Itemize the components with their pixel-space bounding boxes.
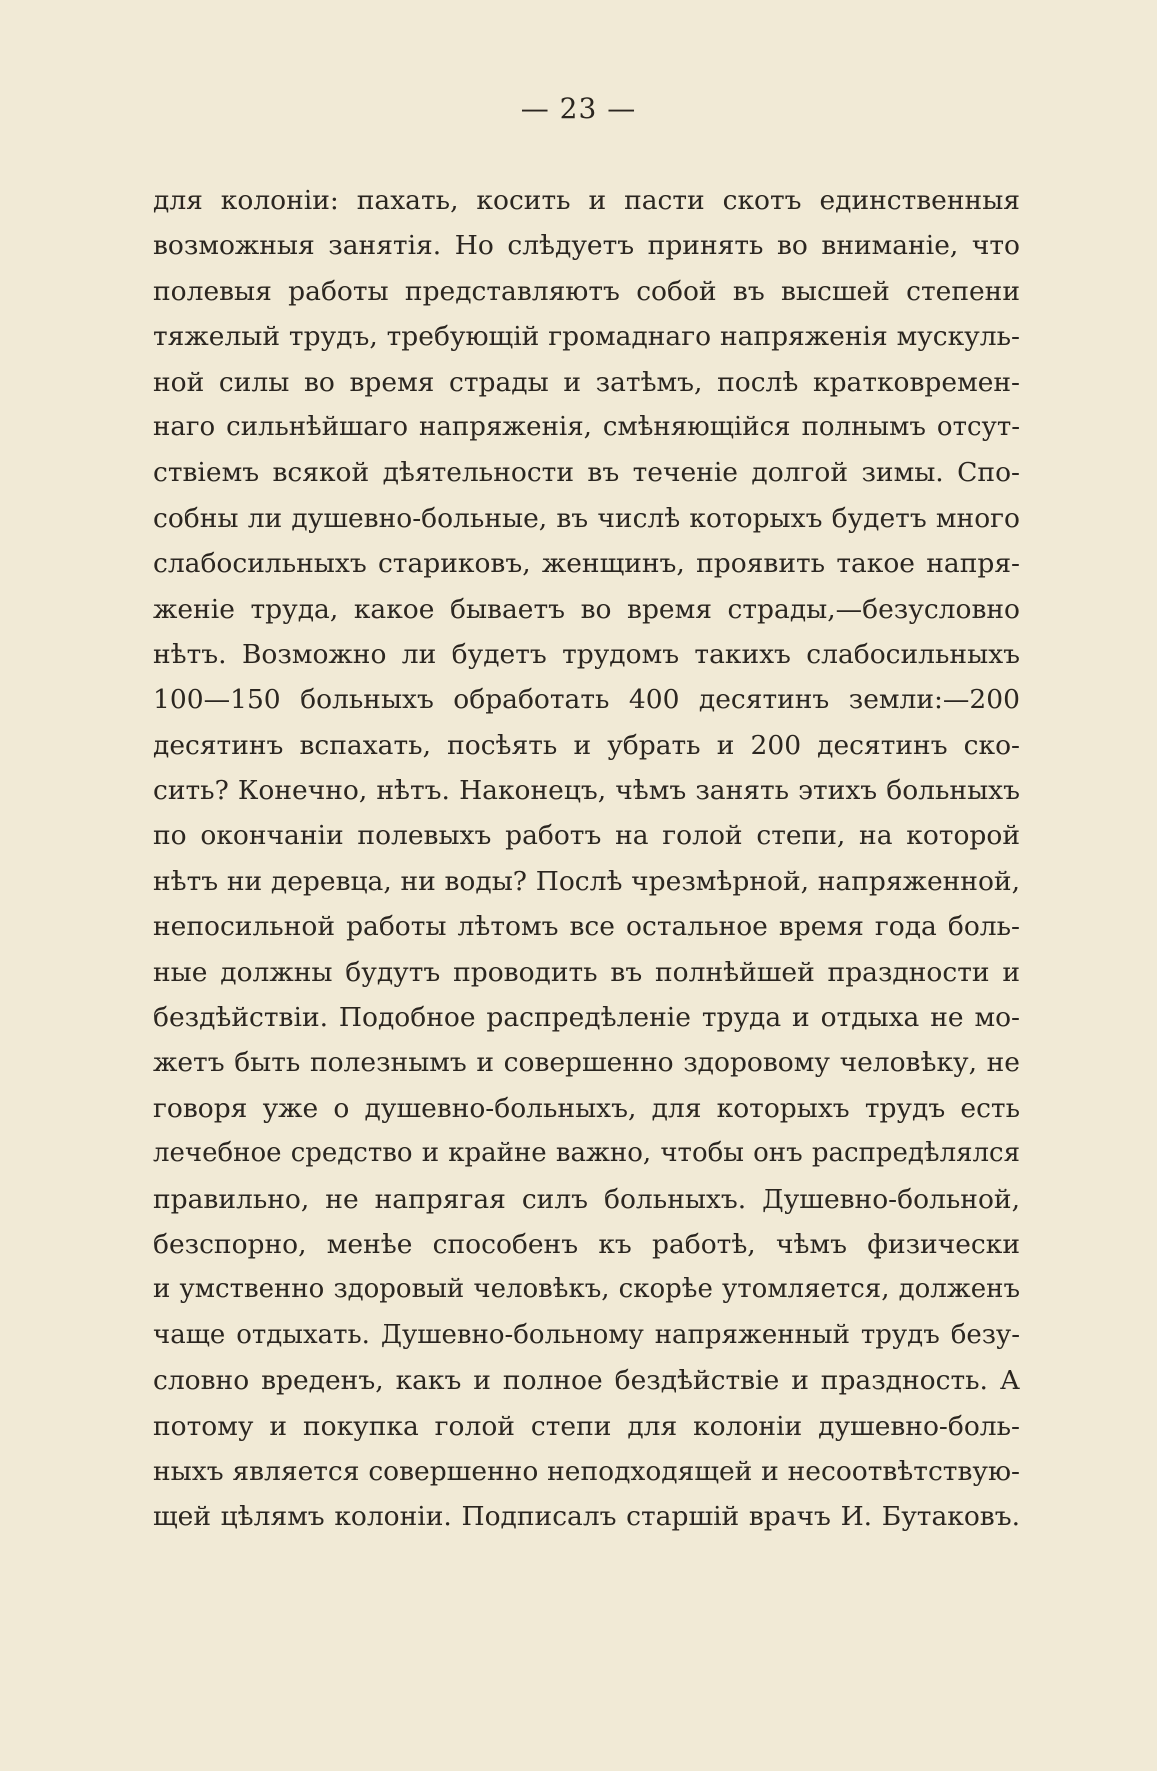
text-line: нѣтъ. Возможно ли будетъ трудомъ такихъ слабосильныхъ <box>153 638 1020 670</box>
text-line: полевыя работы представляютъ собой въ высшей степени <box>153 275 1020 307</box>
text-line: слабосильныхъ стариковъ, женщинъ, проявить такое напря- <box>153 548 1020 580</box>
text-line: чаще отдыхать. Душевно-больному напряженный трудъ безу- <box>153 1319 1020 1350</box>
body-text <box>153 178 1020 1540</box>
text-line: десятинъ вспахать, посѣять и убрать и 200 десятинъ ско- <box>153 729 1020 761</box>
text-line: нѣтъ ни деревца, ни воды? Послѣ чрезмѣрной, напряженной, <box>153 865 1020 897</box>
text-line: непосильной работы лѣтомъ все остальное время года боль- <box>153 911 1020 943</box>
text-line: щей цѣлямъ колоніи. Подписалъ старшій врачъ И. Бутаковъ. <box>153 1501 1020 1533</box>
text-line: тяжелый трудъ, требующій громаднаго напряженія мускуль- <box>153 321 1020 353</box>
text-line: возможныя занятія. Но слѣдуетъ принять во вниманіе, что <box>153 230 1020 262</box>
text-line: правильно, не напрягая силъ больныхъ. Душевно-больной, <box>153 1183 1020 1215</box>
text-line: ные должны будутъ проводить въ полнѣйшей праздности и <box>153 956 1020 988</box>
text-line: наго сильнѣйшаго напряженія, смѣняющійся полнымъ отсут- <box>153 411 1020 442</box>
text-line: ной силы во время страды и затѣмъ, послѣ кратковремен- <box>153 366 1020 398</box>
text-line: ствіемъ всякой дѣятельности въ теченіе долгой зимы. Спо- <box>153 457 1020 489</box>
text-line: бездѣйствіи. Подобное распредѣленіе труда и отдыха не мо- <box>153 1002 1020 1034</box>
text-line: для колоніи: пахать, косить и пасти скотъ единственныя <box>153 185 1020 216</box>
text-line: по окончаніи полевыхъ работъ на голой степи, на которой <box>153 820 1020 852</box>
text-line: говоря уже о душевно-больныхъ, для которыхъ трудъ есть <box>153 1092 1020 1124</box>
text-line: собны ли душевно-больные, въ числѣ которыхъ будетъ много <box>153 502 1020 534</box>
text-line: сить? Конечно, нѣтъ. Наконецъ, чѣмъ занять этихъ больныхъ <box>153 775 1020 807</box>
text-line: и умственно здоровый человѣкъ, скорѣе утомляется, долженъ <box>153 1274 1020 1305</box>
text-line: жетъ быть полезнымъ и совершенно здоровому человѣку, не <box>153 1047 1020 1079</box>
text-line: ныхъ является совершенно неподходящей и несоотвѣтствую- <box>153 1455 1020 1487</box>
text-line: женіе труда, какое бываетъ во время страды,—безусловно <box>153 593 1020 625</box>
text-line: лечебное средство и крайне важно, чтобы онъ распредѣлялся <box>153 1138 1020 1169</box>
text-line: 100—150 больныхъ обработать 400 десятинъ земли:—200 <box>153 684 1020 716</box>
text-line: словно вреденъ, какъ и полное бездѣйствіе и праздность. А <box>153 1365 1020 1397</box>
text-line: безспорно, менѣе способенъ къ работѣ, чѣмъ физически <box>153 1228 1020 1260</box>
text-line: потому и покупка голой степи для колоніи душевно-боль- <box>153 1410 1020 1442</box>
page-number: — 23 — <box>520 92 637 125</box>
